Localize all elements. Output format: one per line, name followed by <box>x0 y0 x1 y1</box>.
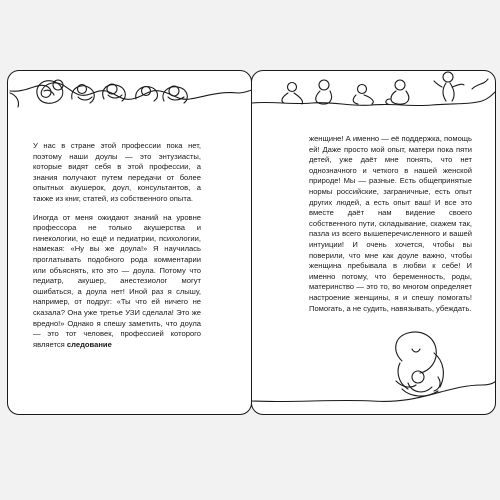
left-page <box>7 70 252 415</box>
left-paragraph-2 <box>33 213 201 351</box>
left-paragraph-2-text: Иногда от меня ожидают знаний на уровне профессора не только акушерства и гинекологии, но ещё и педиатрии, психологии, намекая: «Ну вы же доула!» Я научилась проглатывать подобного рода комментарии или объяснять, кто это — доула. Потому что педиатр, акушер, анестезиолог могут ошибаться, а доула нет! Иной раз я слышу, например, от подруг: «Ты что ей ничего не сказала? Она уже третье УЗИ сделала! Это же вредно!» Однако я спешу заметить, что доула — это тот человек, профессией которого является <box>33 212 201 349</box>
right-page <box>251 70 496 415</box>
left-paragraph-2-bold: следование <box>66 339 112 349</box>
left-text-column <box>33 141 201 350</box>
right-paragraph-1: женщине! А именно — её поддержка, помощь ей! Даже просто мой опыт, матери пока пяти детей, уже даёт мне понять, что нет однозначного и четкого в нашей женской природе! Мы — разные. Есть общепринятые нормы российские, заграничные, есть опыт других людей, а есть опыт ваш! И все это вместе даёт нам видение своего собственного пути, складывание, скажем так, пазла из всего вышеперечисленного и вашей интуиции! И очень хочется, чтобы вы поверили, что мне как доуле важно, чтобы женщина пребывала в любви к себе! И именно потому, что беременность, роды, материнство — это то, во многом определяет настроение женщины, я и спешу помогать! Помогать, а не судить, навязывать, убеждать. <box>309 134 472 313</box>
right-text-column <box>309 134 472 314</box>
left-paragraph-1: У нас в стране этой профессии пока нет, поэтому наши доулы — это энтузиасты, которые видят себя в этой профессии, а знания получают путем передачи от более опытных акушерок, доул, консультантов, а также из книг, статей, из собственного опыта. <box>33 141 201 203</box>
